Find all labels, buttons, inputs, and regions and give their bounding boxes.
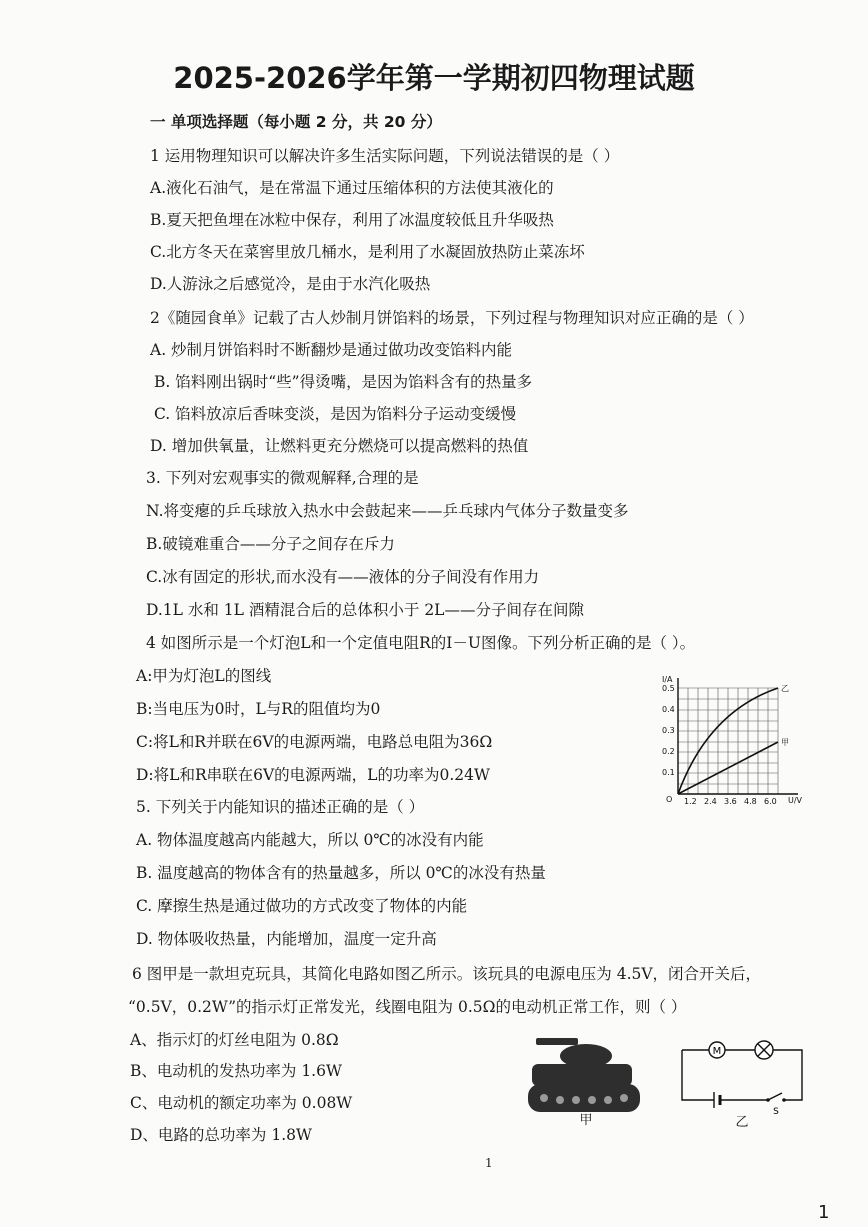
caption-jia: 甲 <box>579 1113 593 1126</box>
graph-grid <box>678 688 778 794</box>
y-tick: 0.5 <box>662 684 675 693</box>
q5-stem: 5. 下列关于内能知识的描述正确的是（ ） <box>136 798 425 816</box>
q2-option-a: A. 炒制月饼馅料时不断翻炒是通过做功改变馅料内能 <box>150 341 513 359</box>
q2-stem: 2《随园食单》记载了古人炒制月饼馅料的场景，下列过程与物理知识对应正确的是（ ） <box>150 309 754 327</box>
scan-page-index: 1 <box>818 1202 830 1223</box>
origin-label: O <box>666 795 673 804</box>
q3-stem: 3. 下列对宏观事实的微观解释,合理的是 <box>146 469 419 487</box>
q1-option-c: C.北方冬天在菜窖里放几桶水，是利用了水凝固放热防止菜冻坏 <box>150 243 585 261</box>
q3-option-a: N.将变瘪的乒乓球放入热水中会鼓起来——乒乓球内气体分子数量变多 <box>146 502 629 520</box>
circuit-figure <box>672 1036 812 1128</box>
y-tick: 0.2 <box>662 747 675 756</box>
x-tick: 2.4 <box>704 797 717 806</box>
q1-stem: 1 运用物理知识可以解决许多生活实际问题，下列说法错误的是（ ） <box>150 147 620 165</box>
q2-option-d: D. 增加供氧量，让燃料更充分燃烧可以提高燃料的热值 <box>150 437 529 455</box>
q1-option-b: B.夏天把鱼埋在冰粒中保存，利用了冰温度较低且升华吸热 <box>150 211 554 229</box>
q1-option-d: D.人游泳之后感觉冷，是由于水汽化吸热 <box>150 275 431 293</box>
q1-option-a: A.液化石油气，是在常温下通过压缩体积的方法使其液化的 <box>150 179 554 197</box>
q5-option-b: B. 温度越高的物体含有的热量越多，所以 0℃的冰没有热量 <box>136 864 546 882</box>
q3-option-c: C.冰有固定的形状,而水没有——液体的分子间没有作用力 <box>146 568 540 586</box>
q2-option-b: B. 馅料刚出锅时“些”得烫嘴，是因为馅料含有的热量多 <box>154 373 533 391</box>
iu-graph <box>652 672 802 812</box>
q6-option-c: C、电动机的额定功率为 0.08W <box>130 1094 353 1112</box>
q5-option-c: C. 摩擦生热是通过做功的方式改变了物体的内能 <box>136 897 468 915</box>
q3-option-d: D.1L 水和 1L 酒精混合后的总体积小于 2L——分子间存在间隙 <box>146 601 584 619</box>
y-axis-label: I/A <box>662 675 673 684</box>
section-heading: 一 单项选择题（每小题 2 分，共 20 分） <box>150 113 442 131</box>
q3-option-b: B.破镜难重合——分子之间存在斥力 <box>146 535 395 553</box>
x-tick: 4.8 <box>744 797 757 806</box>
q5-option-d: D. 物体吸收热量，内能增加，温度一定升高 <box>136 930 437 948</box>
motor-label: M <box>712 1046 722 1057</box>
tank-figure <box>526 1034 646 1126</box>
page-title: 2025-2026学年第一学期初四物理试题 <box>173 61 695 95</box>
q4-option-a: A:甲为灯泡L的图线 <box>136 667 272 685</box>
q4-option-c: C:将L和R并联在6V的电源两端，电路总电阻为36Ω <box>136 733 493 751</box>
y-tick: 0.1 <box>662 768 675 777</box>
q4-option-d: D:将L和R串联在6V的电源两端，L的功率为0.24W <box>136 766 490 784</box>
x-tick: 6.0 <box>764 797 777 806</box>
motor-symbol <box>709 1042 725 1058</box>
q5-option-a: A. 物体温度越高内能越大，所以 0℃的冰没有内能 <box>136 831 484 849</box>
q4-stem: 4 如图所示是一个灯泡L和一个定值电阻R的I－U图像。下列分析正确的是（ ）。 <box>146 634 696 652</box>
x-tick: 1.2 <box>684 797 697 806</box>
y-tick: 0.3 <box>662 726 675 735</box>
x-axis-label: U/V <box>788 796 802 805</box>
battery-symbol <box>714 1092 720 1108</box>
curve-label-yi: 乙 <box>781 684 789 693</box>
lamp-symbol <box>755 1041 773 1059</box>
q6-stem-line2: “0.5V，0.2W”的指示灯正常发光，线圈电阻为 0.5Ω的电动机正常工作，则（ ） <box>128 998 687 1016</box>
caption-yi: 乙 <box>735 1115 749 1128</box>
switch-symbol <box>766 1093 786 1117</box>
switch-label: S <box>773 1107 779 1117</box>
y-tick: 0.4 <box>662 705 675 714</box>
q6-option-d: D、电路的总功率为 1.8W <box>130 1126 312 1144</box>
curve-label-jia: 甲 <box>781 738 789 747</box>
q2-option-c: C. 馅料放凉后香味变淡，是因为馅料分子运动变缓慢 <box>154 405 517 423</box>
q4-option-b: B:当电压为0时，L与R的阻值均为0 <box>136 700 381 718</box>
q6-stem-line1: 6 图甲是一款坦克玩具，其简化电路如图乙所示。该玩具的电源电压为 4.5V，闭合开关后， <box>132 965 762 983</box>
page-number: 1 <box>485 1156 493 1170</box>
x-tick: 3.6 <box>724 797 737 806</box>
q6-option-a: A、指示灯的灯丝电阻为 0.8Ω <box>130 1031 339 1049</box>
q6-option-b: B、电动机的发热功率为 1.6W <box>130 1062 342 1080</box>
